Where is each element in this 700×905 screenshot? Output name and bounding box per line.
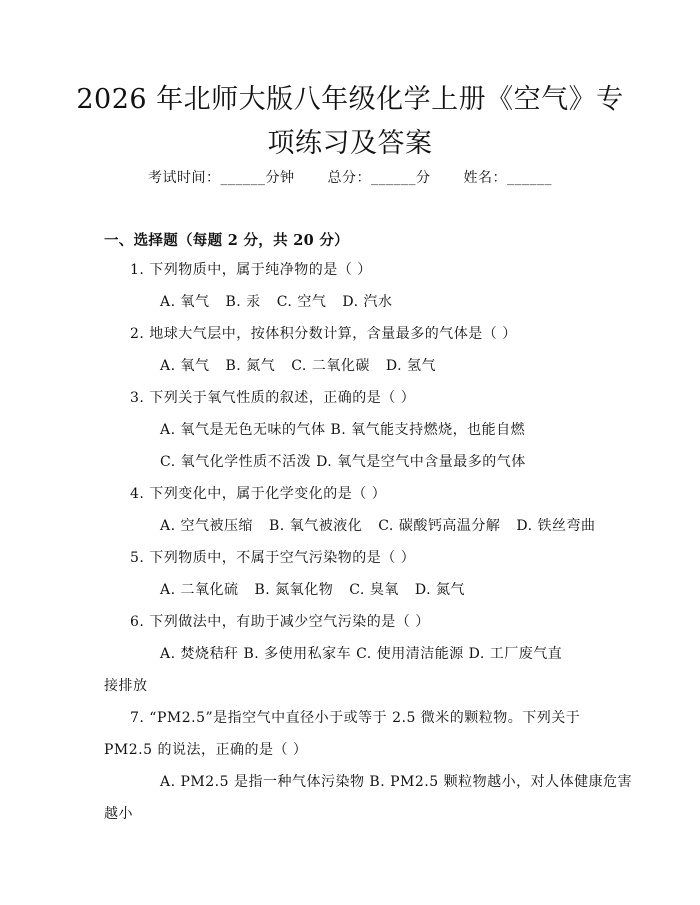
option: A. 氧气 <box>160 358 210 374</box>
option: A. 氧气 <box>160 294 210 310</box>
title-line-2: 项练习及答案 <box>267 128 433 159</box>
section-title: 一、选择题（每题 2 分，共 20 分） <box>104 232 349 249</box>
question-stem: 7. “PM2.5”是指空气中直径小于或等于 2.5 微米的颗粒物。下列关于 <box>130 710 581 726</box>
option: D. 氢气 <box>385 358 436 374</box>
question-stem: 2. 地球大气层中，按体积分数计算，含量最多的气体是（ ） <box>130 326 517 342</box>
exam-name: 姓名：______ <box>463 170 552 186</box>
option: D. 氮气 <box>414 582 465 598</box>
question-stem: 1. 下列物质中，属于纯净物的是（ ） <box>130 262 372 278</box>
option: C. 空气 <box>276 294 327 310</box>
question-options <box>160 516 611 536</box>
title-line-1: 2026 年北师大版八年级化学上册《空气》专 <box>76 84 624 115</box>
question-stem-wrap: PM2.5 的说法，正确的是（ ） <box>104 742 308 758</box>
option: C. 臭氧 <box>349 582 399 598</box>
document-title <box>70 78 630 166</box>
question-options: A. 焚烧秸秆 B. 多使用私家车 C. 使用清洁能源 D. 工厂废气直 <box>160 646 563 662</box>
option: B. 氧气被液化 <box>269 518 363 534</box>
option: D. 铁丝弯曲 <box>516 518 596 534</box>
question-options: C. 氧气化学性质不活泼 D. 氧气是空气中含量最多的气体 <box>160 454 526 470</box>
option: B. 汞 <box>225 294 261 310</box>
question-options: A. 氧气是无色无味的气体 B. 氧气能支持燃烧，也能自燃 <box>160 422 526 438</box>
option: B. 氮氧化物 <box>254 582 334 598</box>
question-options <box>160 292 408 312</box>
question-options-wrap: 越小 <box>104 806 133 822</box>
option: D. 汽水 <box>342 294 393 310</box>
question-stem: 6. 下列做法中，有助于减少空气污染的是（ ） <box>130 614 430 630</box>
question-stem: 3. 下列关于氧气性质的叙述，正确的是（ ） <box>130 390 416 406</box>
option: C. 碳酸钙高温分解 <box>378 518 501 534</box>
question-options-wrap: 接排放 <box>104 678 148 694</box>
option: B. 氮气 <box>225 358 276 374</box>
exam-time: 考试时间：______分钟 <box>148 170 295 186</box>
question-options: A. PM2.5 是指一种气体污染物 B. PM2.5 颗粒物越小，对人体健康危害 <box>160 774 633 790</box>
option: C. 二氧化碳 <box>291 358 370 374</box>
question-stem: 4. 下列变化中，属于化学变化的是（ ） <box>130 486 387 502</box>
exam-meta <box>0 167 700 187</box>
exam-score: 总分：______分 <box>327 170 431 186</box>
question-options <box>160 356 452 376</box>
option: A. 二氧化硫 <box>160 582 239 598</box>
option: A. 空气被压缩 <box>160 518 254 534</box>
question-options <box>160 580 481 600</box>
question-stem: 5. 下列物质中，不属于空气污染物的是（ ） <box>130 550 416 566</box>
